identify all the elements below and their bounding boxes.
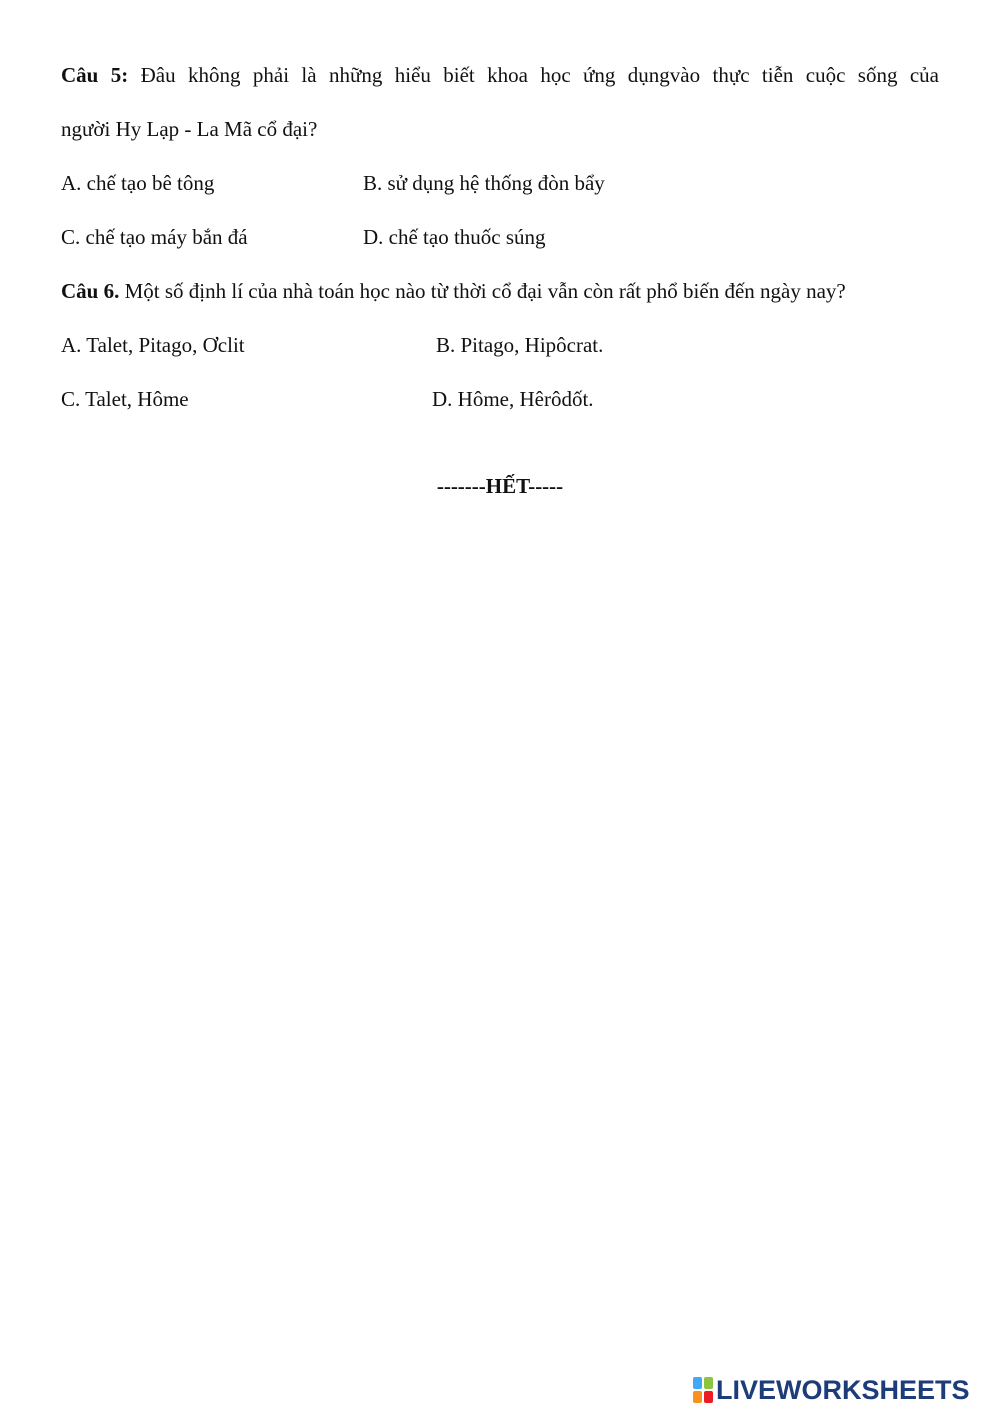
question-6-line: [61, 278, 846, 304]
question-5-text: Đâu không phải là những hiểu biết khoa học ứng dụngvào thực tiễn cuộc sống của: [128, 63, 940, 87]
liveworksheets-logo-text: LIVEWORKSHEETS: [716, 1375, 970, 1405]
question-6-option-d[interactable]: D. Hôme, Hêrôdốt.: [432, 387, 594, 411]
question-5-line-2: người Hy Lạp - La Mã cổ đại?: [61, 117, 318, 141]
question-6-option-b[interactable]: B. Pitago, Hipôcrat.: [436, 333, 604, 357]
liveworksheets-logo-icon: [693, 1377, 713, 1403]
end-mark: -------HẾT-----: [436, 474, 564, 498]
question-6-option-a[interactable]: A. Talet, Pitago, Ơclit: [61, 333, 245, 357]
question-5-line-1: [61, 62, 939, 88]
question-5-option-d[interactable]: D. chế tạo thuốc súng: [363, 225, 546, 249]
question-5-label: Câu 5:: [61, 63, 129, 87]
question-5-option-c[interactable]: C. chế tạo máy bắn đá: [61, 225, 248, 249]
question-6-label: Câu 6.: [61, 279, 120, 303]
liveworksheets-logo[interactable]: [693, 1374, 970, 1406]
question-6-option-c[interactable]: C. Talet, Hôme: [61, 387, 189, 411]
question-5-option-b[interactable]: B. sử dụng hệ thống đòn bẩy: [363, 171, 605, 195]
question-6-text: Một số định lí của nhà toán học nào từ thời cổ đại vẫn còn rất phổ biến đến ngày nay?: [119, 279, 846, 303]
question-5-option-a[interactable]: A. chế tạo bê tông: [61, 171, 215, 195]
